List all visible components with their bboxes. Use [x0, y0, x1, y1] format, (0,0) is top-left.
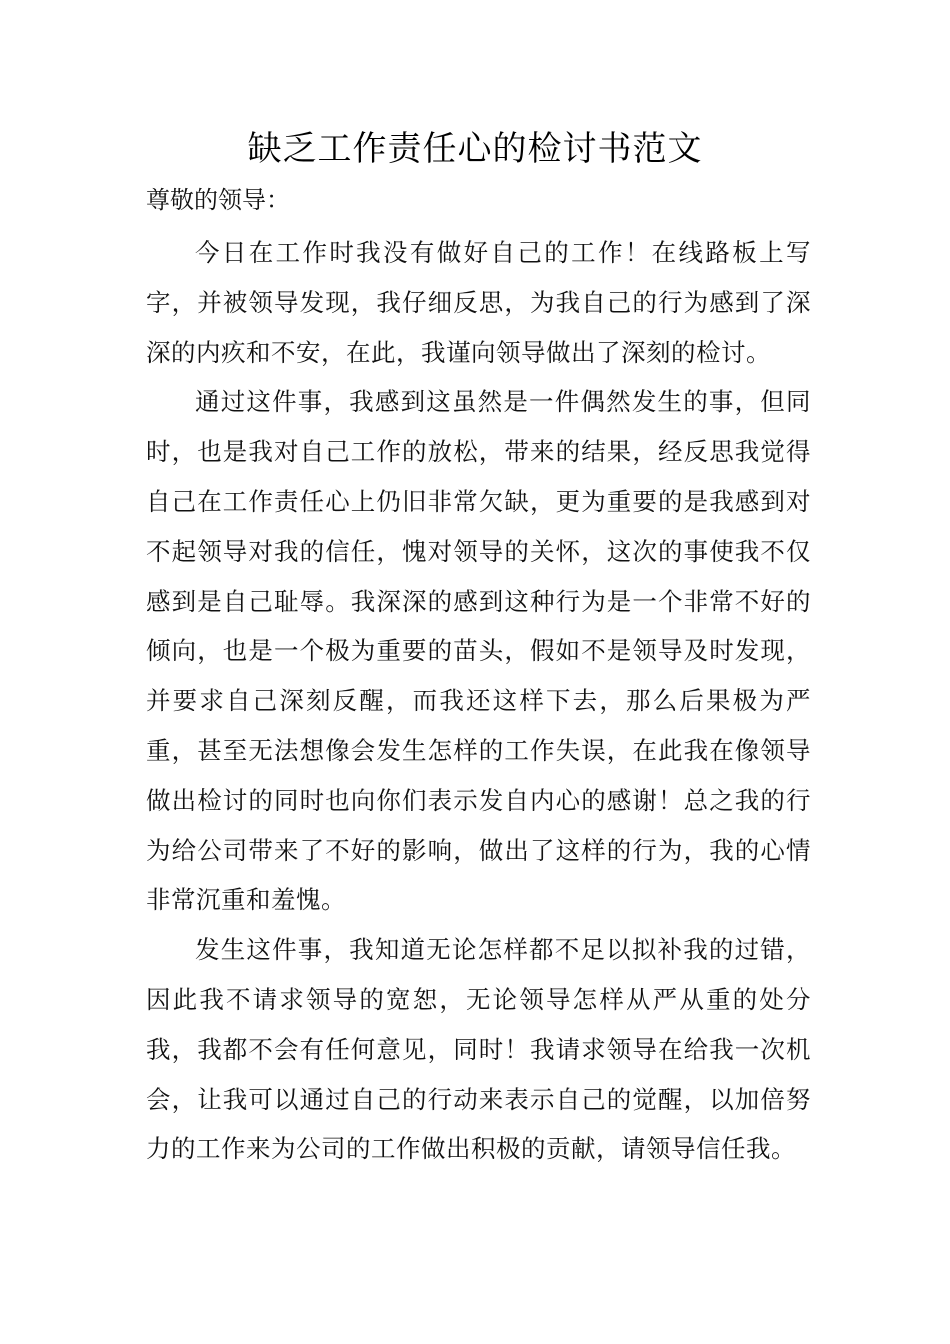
document-body: [146, 228, 811, 1174]
salutation: 尊敬的领导：: [146, 186, 290, 214]
document-title: 缺乏工作责任心的检讨书范文: [247, 129, 703, 169]
paragraph-3: 发生这件事，我知道无论怎样都不足以拟补我的过错，因此我不请求领导的宽恕，无论领导怎样从严从重的处分我，我都不会有任何意见，同时！我请求领导在给我一次机会，让我可以通过自己的行动来表示自己的觉醒，以加倍努力的工作来为公司的工作做出积极的贡献，请领导信任我。: [146, 935, 811, 1164]
paragraph-2: 通过这件事，我感到这虽然是一件偶然发生的事，但同时，也是我对自己工作的放松，带来的结果，经反思我觉得自己在工作责任心上仍旧非常欠缺，更为重要的是我感到对不起领导对我的信任，愧对领导的关怀，这次的事使我不仅感到是自己耻辱。我深深的感到这种行为是一个非常不好的倾向，也是一个极为重要的苗头，假如不是领导及时发现，并要求自己深刻反醒，而我还这样下去，那么后果极为严重，甚至无法想像会发生怎样的工作失误，在此我在像领导做出检讨的同时也向你们表示发自内心的感谢！总之我的行为给公司带来了不好的影响，做出了这样的行为，我的心情非常沉重和羞愧。: [146, 387, 811, 915]
paragraph-1: 今日在工作时我没有做好自己的工作！在线路板上写字，并被领导发现，我仔细反思，为我自己的行为感到了深深的内疚和不安，在此，我谨向领导做出了深刻的检讨。: [146, 238, 811, 367]
